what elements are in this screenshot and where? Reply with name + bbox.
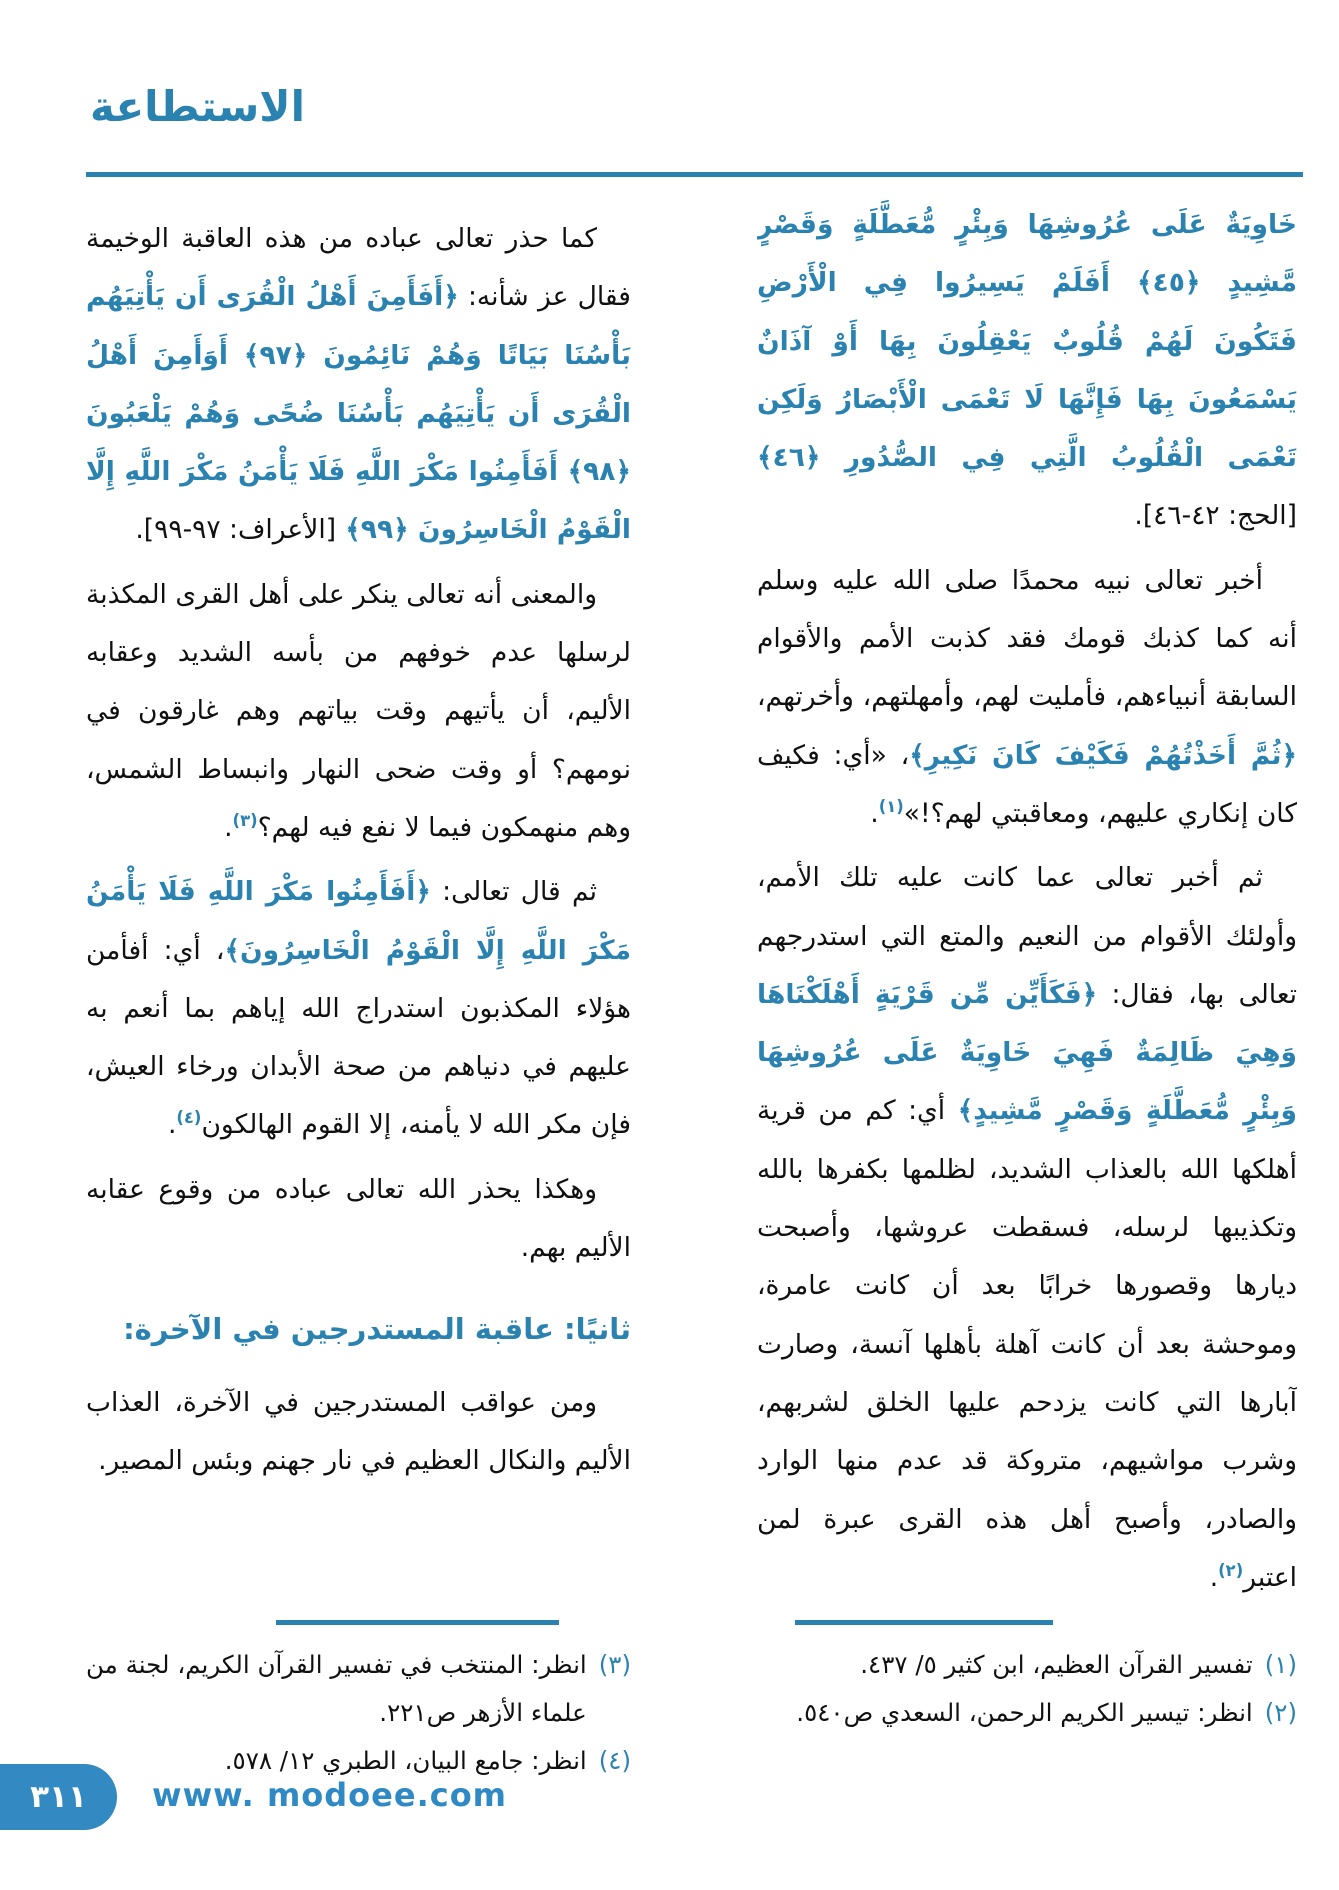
paragraph: وهكذا يحذر الله تعالى عباده من وقوع عقابه الأليم بهم. bbox=[86, 1173, 631, 1264]
footnote bbox=[757, 1689, 1297, 1737]
body-text: . bbox=[870, 797, 879, 829]
verse-citation: [الأعراف: ٩٧-٩٩]. bbox=[135, 514, 337, 546]
footnote-marker: (٣) bbox=[598, 1650, 631, 1679]
paragraph bbox=[86, 210, 631, 560]
footnote-marker: (١) bbox=[1264, 1650, 1297, 1679]
footnotes-left bbox=[86, 1620, 631, 1784]
page-columns bbox=[86, 196, 1297, 1780]
column-right bbox=[757, 196, 1297, 1780]
footnote-marker: (٤) bbox=[598, 1745, 631, 1775]
column-left-content bbox=[86, 196, 631, 1496]
footnote-ref: (٣) bbox=[232, 811, 258, 831]
footnote-ref: (٢) bbox=[1218, 1561, 1244, 1580]
chapter-title: الاستطاعة bbox=[90, 82, 305, 131]
footnote-text: انظر: تيسير الكريم الرحمن، السعدي ص٥٤٠. bbox=[796, 1697, 1253, 1727]
footnote-separator bbox=[795, 1620, 1053, 1625]
body-text: ثم أخبر تعالى عما كانت عليه تلك الأمم، وأولئك الأقوام من النعيم والمتع التي استدرجهم تعالى بها، فقال: bbox=[757, 862, 1297, 1010]
body-text: أي: كم من قرية أهلكها الله بالعذاب الشديد، لظلمها بكفرها بالله وتكذيبها لرسله، فسقطت عروشها، وأصبحت ديارها وقصورها خرابًا بعد أن كانت عامرة، وموحشة بعد أن كانت آهلة بأهلها آنسة، وصارت آبارها التي كانت يزدحم عليها الخلق لشربهم، وشرب مواشيهم، متروكة قد عدم منها الوارد والصادر، وأصبح أهل هذه القرى عبرة لمن اعتبر bbox=[757, 1095, 1297, 1593]
header-rule bbox=[86, 172, 1303, 177]
footnote-ref: (١) bbox=[878, 797, 904, 817]
footnote bbox=[86, 1641, 631, 1737]
footnote-separator bbox=[276, 1620, 559, 1625]
body-text: كما حذر تعالى عباده من هذه العاقبة الوخيمة فقال عز شأنه: bbox=[86, 223, 631, 313]
paragraph: ومن عواقب المستدرجين في الآخرة، العذاب الأليم والنكال العظيم في نار جهنم وبئس المصير. bbox=[86, 1386, 631, 1476]
paragraph bbox=[757, 849, 1297, 1607]
footnote-text: انظر: المنتخب في تفسير القرآن الكريم، لجنة من علماء الأزهر ص٢٢١. bbox=[86, 1650, 587, 1727]
column-right-content bbox=[757, 196, 1297, 1608]
footnote-marker: (٢) bbox=[1264, 1697, 1297, 1727]
body-text: ، أي: أفأمن هؤلاء المكذبون استدراج الله إياهم بما أنعم به عليهم في دنياهم من صحة الأبدان ورخاء العيش، فإن مكر الله لا يأمنه، إلا القوم الهالكون bbox=[86, 934, 631, 1141]
footnote-text: تفسير القرآن العظيم، ابن كثير ٥/ ٤٣٧. bbox=[860, 1650, 1253, 1679]
quran-verse: خَاوِيَةٌ عَلَى عُرُوشِهَا وَبِئْرٍ مُّعَطَّلَةٍ وَقَصْرٍ مَّشِيدٍ ﴿٤٥﴾ أَفَلَمْ يَسِيرُوا فِي الْأَرْضِ فَتَكُونَ لَهُمْ قُلُوبٌ يَعْقِلُونَ بِهَا أَوْ آذَانٌ يَسْمَعُونَ بِهَا فَإِنَّهَا لَا تَعْمَى الْأَبْصَارُ وَلَكِن تَعْمَى الْقُلُوبُ الَّتِي فِي الصُّدُورِ ﴿٤٦﴾ bbox=[757, 209, 1297, 474]
column-left bbox=[86, 196, 631, 1780]
body-text: ثم قال تعالى: bbox=[430, 876, 597, 908]
website-url: www. modoee.com bbox=[152, 1776, 508, 1814]
body-text: ، «أي: فكيف كان إنكاري عليهم، ومعاقبتي لهم؟!» bbox=[757, 739, 1297, 829]
footnotes-right bbox=[757, 1620, 1297, 1737]
section-heading: ثانيًا: عاقبة المستدرجين في الآخرة: bbox=[123, 1312, 631, 1347]
body-text: . bbox=[224, 811, 233, 843]
quran-quote: ﴿ثُمَّ أَخَذْتُهُمْ فَكَيْفَ كَانَ نَكِيرِ﴾ bbox=[909, 739, 1297, 771]
footnote-text: انظر: جامع البيان، الطبري ١٢/ ٥٧٨. bbox=[224, 1745, 587, 1775]
body-text: أخبر تعالى نبيه محمدًا صلى الله عليه وسلم أنه كما كذبك قومك فقد كذبت الأمم والأقوام السابقة أنبياءهم، فأمليت لهم، وأمهلتهم، وأخرتهم، bbox=[757, 564, 1297, 713]
body-text: . bbox=[1209, 1561, 1219, 1593]
verse-block bbox=[757, 196, 1297, 546]
page-number-badge bbox=[0, 1764, 117, 1830]
quran-quote: ﴿فَكَأَيِّن مِّن قَرْيَةٍ أَهْلَكْنَاهَا وَهِيَ ظَالِمَةٌ فَهِيَ خَاوِيَةٌ عَلَى عُرُوشِهَا وَبِئْرٍ مُّعَطَّلَةٍ وَقَصْرٍ مَّشِيدٍ﴾ bbox=[757, 978, 1297, 1127]
page-number: ٣١١ bbox=[30, 1779, 87, 1815]
quran-quote: ﴿أَفَأَمِنُوا مَكْرَ اللَّهِ فَلَا يَأْمَنُ مَكْرَ اللَّهِ إِلَّا الْقَوْمُ الْخَاسِرُونَ﴾ bbox=[86, 876, 631, 966]
body-text: والمعنى أنه تعالى ينكر على أهل القرى المكذبة لرسلها عدم خوفهم من بأسه الشديد وعقابه الأليم، أن يأتيهم وقت بياتهم وهم غارقون في نومهم؟ أو وقت ضحى النهار وانبساط الشمس، وهم منهمكون فيما لا نفع فيه لهم؟ bbox=[86, 578, 631, 843]
quran-verse: ﴿أَفَأَمِنَ أَهْلُ الْقُرَى أَن يَأْتِيَهُم بَأْسُنَا بَيَاتًا وَهُمْ نَائِمُونَ ﴿٩٧﴾ أَوَأَمِنَ أَهْلُ الْقُرَى أَن يَأْتِيَهُم بَأْسُنَا ضُحًى وَهُمْ يَلْعَبُونَ ﴿٩٨﴾ أَفَأَمِنُوا مَكْرَ اللَّهِ فَلَا يَأْمَنُ مَكْرَ اللَّهِ إِلَّا الْقَوْمُ الْخَاسِرُونَ ﴿٩٩﴾ bbox=[86, 281, 631, 546]
body-text: . bbox=[167, 1109, 177, 1141]
verse-citation: [الحج: ٤٢-٤٦]. bbox=[1134, 500, 1297, 532]
paragraph bbox=[757, 552, 1297, 843]
paragraph bbox=[86, 566, 631, 857]
footnote-ref: (٤) bbox=[176, 1108, 202, 1128]
footnote bbox=[757, 1641, 1297, 1689]
paragraph bbox=[86, 863, 631, 1154]
